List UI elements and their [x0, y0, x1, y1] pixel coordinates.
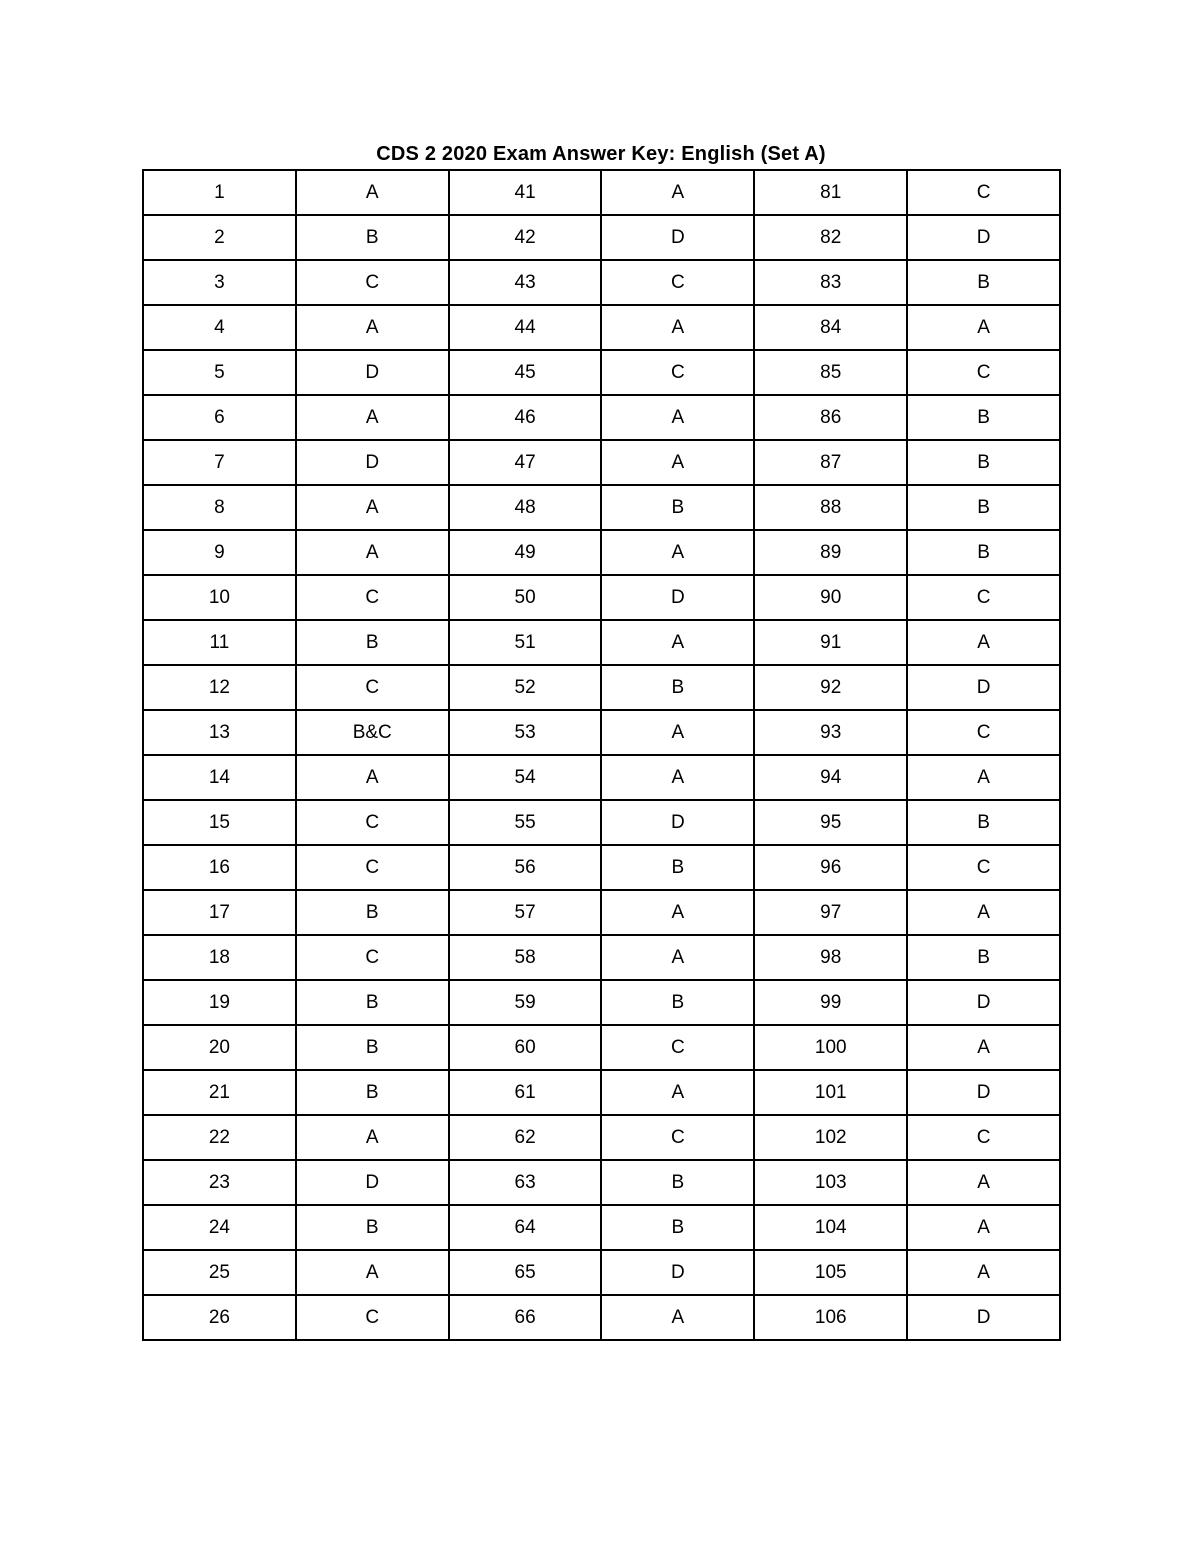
question-number-cell: 66	[449, 1295, 602, 1340]
answer-cell: C	[601, 1115, 754, 1160]
question-number-cell: 21	[143, 1070, 296, 1115]
question-number-cell: 65	[449, 1250, 602, 1295]
answer-cell: A	[601, 305, 754, 350]
answer-cell: D	[907, 1295, 1060, 1340]
answer-cell: A	[296, 755, 449, 800]
answer-cell: B	[601, 1160, 754, 1205]
table-row	[143, 215, 1060, 260]
answer-cell: C	[907, 845, 1060, 890]
answer-cell: A	[296, 1115, 449, 1160]
table-row	[143, 890, 1060, 935]
answer-cell: D	[296, 1160, 449, 1205]
question-number-cell: 23	[143, 1160, 296, 1205]
question-number-cell: 54	[449, 755, 602, 800]
answer-cell: A	[296, 1250, 449, 1295]
question-number-cell: 26	[143, 1295, 296, 1340]
answer-cell: A	[907, 305, 1060, 350]
table-row	[143, 1160, 1060, 1205]
question-number-cell: 55	[449, 800, 602, 845]
question-number-cell: 86	[754, 395, 907, 440]
answer-cell: B	[296, 215, 449, 260]
answer-cell: D	[907, 980, 1060, 1025]
answer-cell: B	[601, 665, 754, 710]
question-number-cell: 101	[754, 1070, 907, 1115]
answer-cell: A	[601, 395, 754, 440]
table-row	[143, 980, 1060, 1025]
question-number-cell: 5	[143, 350, 296, 395]
table-row	[143, 350, 1060, 395]
table-row	[143, 530, 1060, 575]
question-number-cell: 18	[143, 935, 296, 980]
question-number-cell: 62	[449, 1115, 602, 1160]
answer-cell: B	[601, 845, 754, 890]
question-number-cell: 9	[143, 530, 296, 575]
answer-cell: C	[296, 1295, 449, 1340]
answer-cell: C	[296, 845, 449, 890]
answer-cell: B	[601, 980, 754, 1025]
question-number-cell: 97	[754, 890, 907, 935]
question-number-cell: 60	[449, 1025, 602, 1070]
question-number-cell: 42	[449, 215, 602, 260]
answer-cell: A	[907, 1205, 1060, 1250]
answer-cell: B	[296, 980, 449, 1025]
question-number-cell: 102	[754, 1115, 907, 1160]
question-number-cell: 56	[449, 845, 602, 890]
answer-cell: D	[601, 1250, 754, 1295]
question-number-cell: 91	[754, 620, 907, 665]
question-number-cell: 3	[143, 260, 296, 305]
question-number-cell: 63	[449, 1160, 602, 1205]
question-number-cell: 45	[449, 350, 602, 395]
table-row	[143, 800, 1060, 845]
answer-cell: B&C	[296, 710, 449, 755]
answer-cell: B	[296, 1025, 449, 1070]
answer-cell: A	[601, 620, 754, 665]
question-number-cell: 96	[754, 845, 907, 890]
answer-cell: D	[907, 1070, 1060, 1115]
answer-cell: B	[907, 935, 1060, 980]
question-number-cell: 53	[449, 710, 602, 755]
question-number-cell: 99	[754, 980, 907, 1025]
answer-cell: A	[601, 440, 754, 485]
answer-cell: C	[907, 350, 1060, 395]
answer-cell: C	[907, 170, 1060, 215]
table-row	[143, 665, 1060, 710]
answer-cell: A	[601, 530, 754, 575]
answer-cell: C	[296, 575, 449, 620]
table-row	[143, 1250, 1060, 1295]
table-row	[143, 305, 1060, 350]
question-number-cell: 47	[449, 440, 602, 485]
table-row	[143, 395, 1060, 440]
question-number-cell: 15	[143, 800, 296, 845]
question-number-cell: 64	[449, 1205, 602, 1250]
table-row	[143, 755, 1060, 800]
answer-cell: D	[296, 440, 449, 485]
question-number-cell: 104	[754, 1205, 907, 1250]
question-number-cell: 103	[754, 1160, 907, 1205]
question-number-cell: 58	[449, 935, 602, 980]
answer-cell: B	[296, 1205, 449, 1250]
question-number-cell: 48	[449, 485, 602, 530]
table-row	[143, 710, 1060, 755]
answer-cell: A	[601, 755, 754, 800]
question-number-cell: 85	[754, 350, 907, 395]
table-row	[143, 620, 1060, 665]
question-number-cell: 81	[754, 170, 907, 215]
answer-cell: B	[296, 890, 449, 935]
question-number-cell: 57	[449, 890, 602, 935]
question-number-cell: 41	[449, 170, 602, 215]
table-row	[143, 260, 1060, 305]
answer-cell: C	[601, 260, 754, 305]
answer-cell: A	[601, 170, 754, 215]
answer-cell: B	[907, 395, 1060, 440]
question-number-cell: 90	[754, 575, 907, 620]
question-number-cell: 17	[143, 890, 296, 935]
question-number-cell: 1	[143, 170, 296, 215]
question-number-cell: 49	[449, 530, 602, 575]
question-number-cell: 87	[754, 440, 907, 485]
answer-cell: A	[907, 1025, 1060, 1070]
answer-cell: B	[907, 800, 1060, 845]
question-number-cell: 13	[143, 710, 296, 755]
answer-cell: A	[907, 620, 1060, 665]
answer-cell: A	[907, 755, 1060, 800]
question-number-cell: 25	[143, 1250, 296, 1295]
answer-cell: A	[601, 710, 754, 755]
answer-cell: B	[296, 1070, 449, 1115]
answer-cell: A	[296, 530, 449, 575]
answer-cell: D	[601, 800, 754, 845]
answer-key-table	[142, 169, 1061, 1341]
answer-cell: A	[296, 305, 449, 350]
answer-cell: C	[296, 935, 449, 980]
question-number-cell: 12	[143, 665, 296, 710]
question-number-cell: 89	[754, 530, 907, 575]
answer-cell: B	[907, 260, 1060, 305]
table-row	[143, 1205, 1060, 1250]
question-number-cell: 98	[754, 935, 907, 980]
answer-cell: C	[907, 1115, 1060, 1160]
question-number-cell: 19	[143, 980, 296, 1025]
answer-cell: B	[601, 485, 754, 530]
question-number-cell: 50	[449, 575, 602, 620]
question-number-cell: 44	[449, 305, 602, 350]
answer-cell: C	[601, 350, 754, 395]
answer-cell: A	[601, 935, 754, 980]
answer-cell: A	[601, 890, 754, 935]
question-number-cell: 82	[754, 215, 907, 260]
answer-cell: C	[296, 800, 449, 845]
answer-cell: A	[296, 395, 449, 440]
table-row	[143, 845, 1060, 890]
question-number-cell: 83	[754, 260, 907, 305]
answer-cell: A	[907, 1160, 1060, 1205]
question-number-cell: 43	[449, 260, 602, 305]
answer-cell: C	[296, 665, 449, 710]
answer-cell: D	[601, 575, 754, 620]
question-number-cell: 95	[754, 800, 907, 845]
answer-cell: A	[601, 1070, 754, 1115]
question-number-cell: 61	[449, 1070, 602, 1115]
answer-cell: A	[907, 890, 1060, 935]
question-number-cell: 84	[754, 305, 907, 350]
question-number-cell: 8	[143, 485, 296, 530]
answer-cell: C	[907, 710, 1060, 755]
answer-cell: C	[601, 1025, 754, 1070]
answer-cell: B	[907, 530, 1060, 575]
answer-key-table-body	[143, 170, 1060, 1340]
table-row	[143, 1025, 1060, 1070]
page-title: CDS 2 2020 Exam Answer Key: English (Set A)	[376, 143, 826, 165]
question-number-cell: 14	[143, 755, 296, 800]
table-row	[143, 935, 1060, 980]
table-row	[143, 1295, 1060, 1340]
question-number-cell: 22	[143, 1115, 296, 1160]
answer-cell: A	[296, 170, 449, 215]
question-number-cell: 24	[143, 1205, 296, 1250]
table-row	[143, 485, 1060, 530]
question-number-cell: 51	[449, 620, 602, 665]
answer-cell: A	[907, 1250, 1060, 1295]
question-number-cell: 92	[754, 665, 907, 710]
question-number-cell: 105	[754, 1250, 907, 1295]
question-number-cell: 11	[143, 620, 296, 665]
answer-cell: A	[296, 485, 449, 530]
answer-cell: C	[907, 575, 1060, 620]
answer-cell: B	[907, 485, 1060, 530]
table-row	[143, 170, 1060, 215]
table-row	[143, 1115, 1060, 1160]
answer-cell: D	[907, 665, 1060, 710]
question-number-cell: 10	[143, 575, 296, 620]
question-number-cell: 94	[754, 755, 907, 800]
question-number-cell: 100	[754, 1025, 907, 1070]
answer-cell: C	[296, 260, 449, 305]
question-number-cell: 88	[754, 485, 907, 530]
answer-cell: B	[296, 620, 449, 665]
question-number-cell: 106	[754, 1295, 907, 1340]
table-row	[143, 575, 1060, 620]
question-number-cell: 6	[143, 395, 296, 440]
table-row	[143, 440, 1060, 485]
question-number-cell: 20	[143, 1025, 296, 1070]
question-number-cell: 46	[449, 395, 602, 440]
answer-cell: D	[296, 350, 449, 395]
question-number-cell: 16	[143, 845, 296, 890]
question-number-cell: 4	[143, 305, 296, 350]
answer-cell: A	[601, 1295, 754, 1340]
question-number-cell: 2	[143, 215, 296, 260]
answer-cell: B	[907, 440, 1060, 485]
table-row	[143, 1070, 1060, 1115]
answer-cell: D	[907, 215, 1060, 260]
question-number-cell: 59	[449, 980, 602, 1025]
question-number-cell: 7	[143, 440, 296, 485]
answer-cell: D	[601, 215, 754, 260]
question-number-cell: 93	[754, 710, 907, 755]
answer-cell: B	[601, 1205, 754, 1250]
question-number-cell: 52	[449, 665, 602, 710]
